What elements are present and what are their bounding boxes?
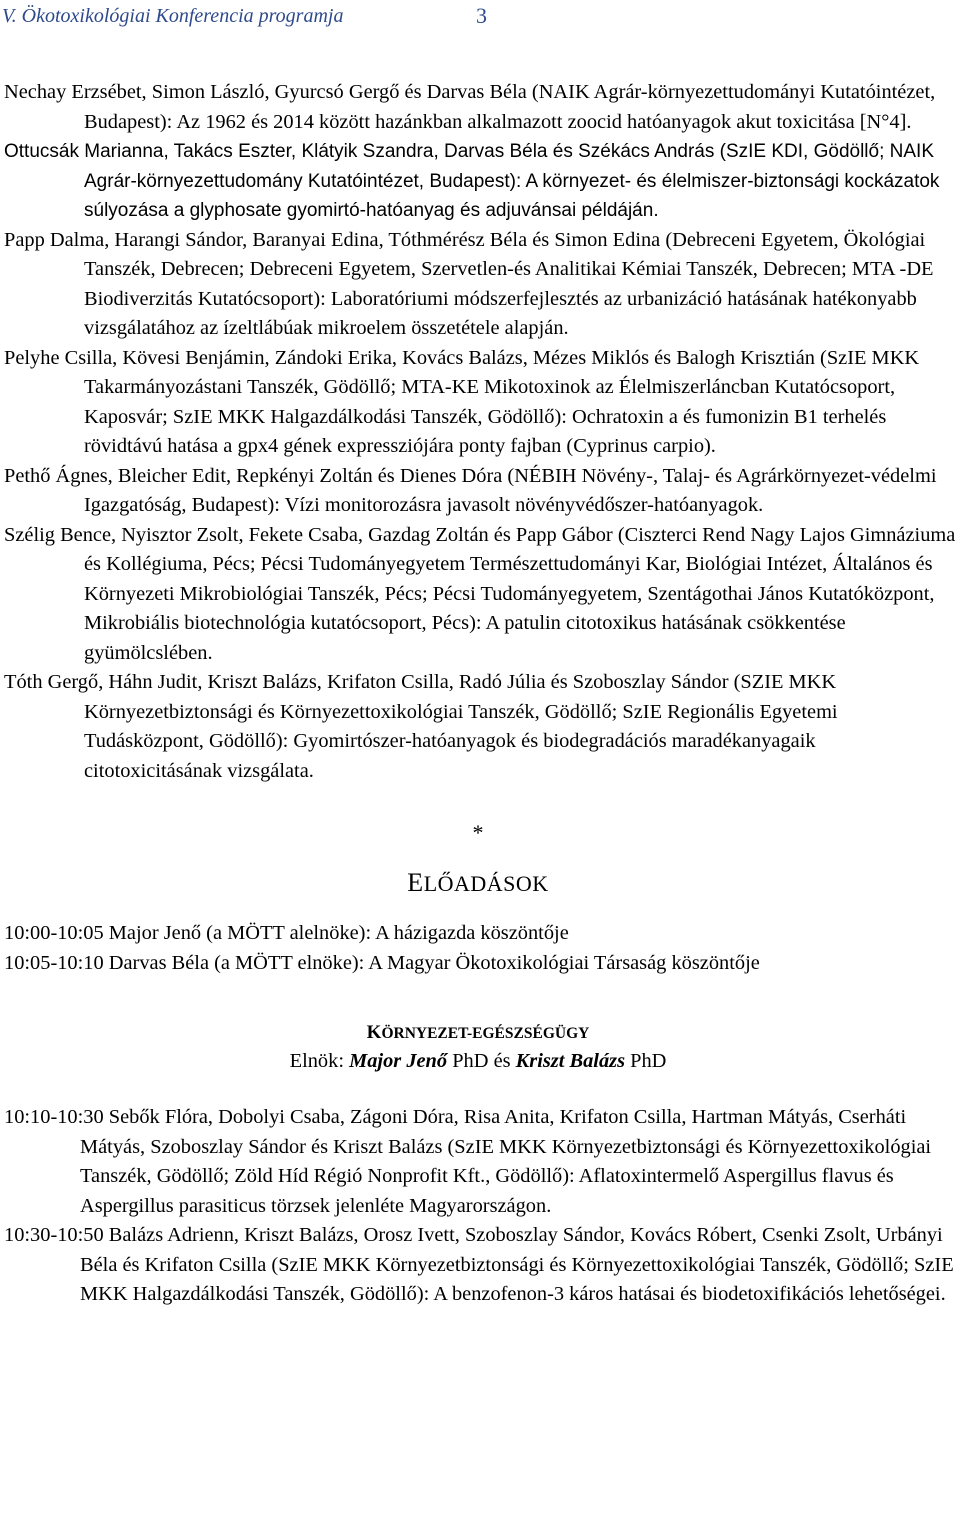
poster-entry-nechay: Nechay Erzsébet, Simon László, Gyurcsó Gergő és Darvas Béla (NAIK Agrár-környezettudományi Kutatóintézet, Budapest): Az 1962 és 2014 között hazánkban alkalmazott zoocid hatóanyagok akut toxicitása [N°4]. [4,81,936,133]
poster-entry-ottucsak: Ottucsák Marianna, Takács Eszter, Klátyik Szandra, Darvas Béla és Székács András (SzIE KDI, Gödöllő; NAIK Agrár-környezettudomány Kutatóintézet, Budapest): A környezet- és élelmiszer-biztonsági kockázatok súlyozása a glyphosate gyomirtó-hatóanyag és adjuvánsai példáján. [4,141,940,221]
session-chairs [0,1047,956,1075]
opening-item: 10:00-10:05 Major Jenő (a MÖTT alelnöke): A házigazda köszöntője [4,922,569,944]
poster-entry-papp: Papp Dalma, Harangi Sándor, Baranyai Edina, Tóthmérész Béla és Simon Edina (Debreceni Egyetem, Ökológiai Tanszék, Debrecen; Debreceni Egyetem, Szervetlen-és Analitikai Kémiai Tanszék, Debrecen; MTA -DE Biodiverzitás Kutatócsoport): Laboratóriumi módszerfejlesztés az urbanizáció hatásának hatékonyabb vizsgálatához az ízeltlábúak mikroelem összetétele alapján. [4,228,934,339]
session-title-rest: ÖRNYEZET-EGÉSZSÉGÜGY [381,1025,590,1042]
chair-suffix-1: PhD és [447,1050,516,1072]
chair-suffix-2: PhD [625,1050,667,1072]
page-number: 3 [476,3,487,28]
section-title [0,866,956,901]
chair-label: Elnök: [289,1050,350,1072]
section-title-initial: E [407,868,424,897]
talk-entry: 10:30-10:50 Balázs Adrienn, Kriszt Balázs, Orosz Ivett, Szoboszlay Sándor, Kovács Róbert, Csenki Zsolt, Urbányi Béla és Krifaton Csilla (SzIE MKK Környezetbiztonsági és Környezettoxikológiai Tanszék, Gödöllő; SzIE MKK Halgazdálkodási Tanszék, Gödöllő): A benzofenon-3 káros hatásai és biodetoxifikációs lehetőségei. [4,1224,954,1305]
running-title: V. Ökotoxikológiai Konferencia programja [2,5,344,27]
running-header [0,0,960,40]
section-separator: * [472,820,484,845]
session-title-initial: K [366,1022,382,1043]
session-title [0,1020,956,1047]
chair-name-2: Kriszt Balázs [515,1050,626,1072]
page-content [0,78,956,1310]
talk-entry: 10:10-10:30 Sebők Flóra, Dobolyi Csaba, Zágoni Dóra, Risa Anita, Krifaton Csilla, Hartman Mátyás, Cserháti Mátyás, Szoboszlay Sándor és Kriszt Balázs (SzIE MKK Környezetbiztonsági és Környezettoxikológiai Tanszék, Gödöllő; Zöld Híd Régió Nonprofit Kft., Gödöllő): Aflatoxintermelő Aspergillus flavus és Aspergillus parasiticus törzsek jelenléte Magyarországon. [4,1106,932,1217]
opening-item: 10:05-10:10 Darvas Béla (a MÖTT elnöke): A Magyar Ökotoxikológiai Társaság köszöntője [4,951,760,974]
poster-entry-pelyhe: Pelyhe Csilla, Kövesi Benjámin, Zándoki Erika, Kovács Balázs, Mézes Miklós és Balogh Krisztián (SzIE MKK Takarmányozástani Tanszék, Gödöllő; MTA-KE Mikotoxinok az Élelmiszerláncban Kutatócsoport, Kaposvár; SzIE MKK Halgazdálkodási Tanszék, Gödöllő): Ochratoxin a és fumonizin B1 terhelés rövidtávú hatása a gpx4 gének expressziójára ponty fajban (Cyprinus carpio). [4,346,920,457]
section-title-rest: LŐADÁSOK [423,871,549,896]
chair-name-1: Major Jenő [349,1050,448,1072]
poster-entry-petho: Pethő Ágnes, Bleicher Edit, Repkényi Zoltán és Dienes Dóra (NÉBIH Növény-, Talaj- és Agrárkörnyezet-védelmi Igazgatóság, Budapest): Vízi monitorozásra javasolt növényvédőszer-hatóanyagok. [4,464,937,516]
poster-entry-szelig: Szélig Bence, Nyisztor Zsolt, Fekete Csaba, Gazdag Zoltán és Papp Gábor (Ciszterci Rend Nagy Lajos Gimnáziuma és Kollégiuma, Pécs; Pécsi Tudományegyetem Természettudományi Kar, Biológiai Intézet, Általános és Környezeti Mikrobiológiai Tanszék, Pécs; Pécsi Tudományegyetem, Szentágothai János Kutatóközpont, Mikrobiális biotechnológia kutatócsoport, Pécs): A patulin citotoxikus hatásának csökkentése gyümölcslében. [4,523,956,664]
poster-entry-toth: Tóth Gergő, Háhn Judit, Kriszt Balázs, Krifaton Csilla, Radó Júlia és Szoboszlay Sándor (SZIE MKK Környezetbiztonsági és Környezettoxikológiai Tanszék, Gödöllő; SzIE Regionális Egyetemi Tudásközpont, Gödöllő): Gyomirtószer-hatóanyagok és biodegradációs maradékanyagaik citotoxicitásának vizsgálata. [4,671,838,782]
